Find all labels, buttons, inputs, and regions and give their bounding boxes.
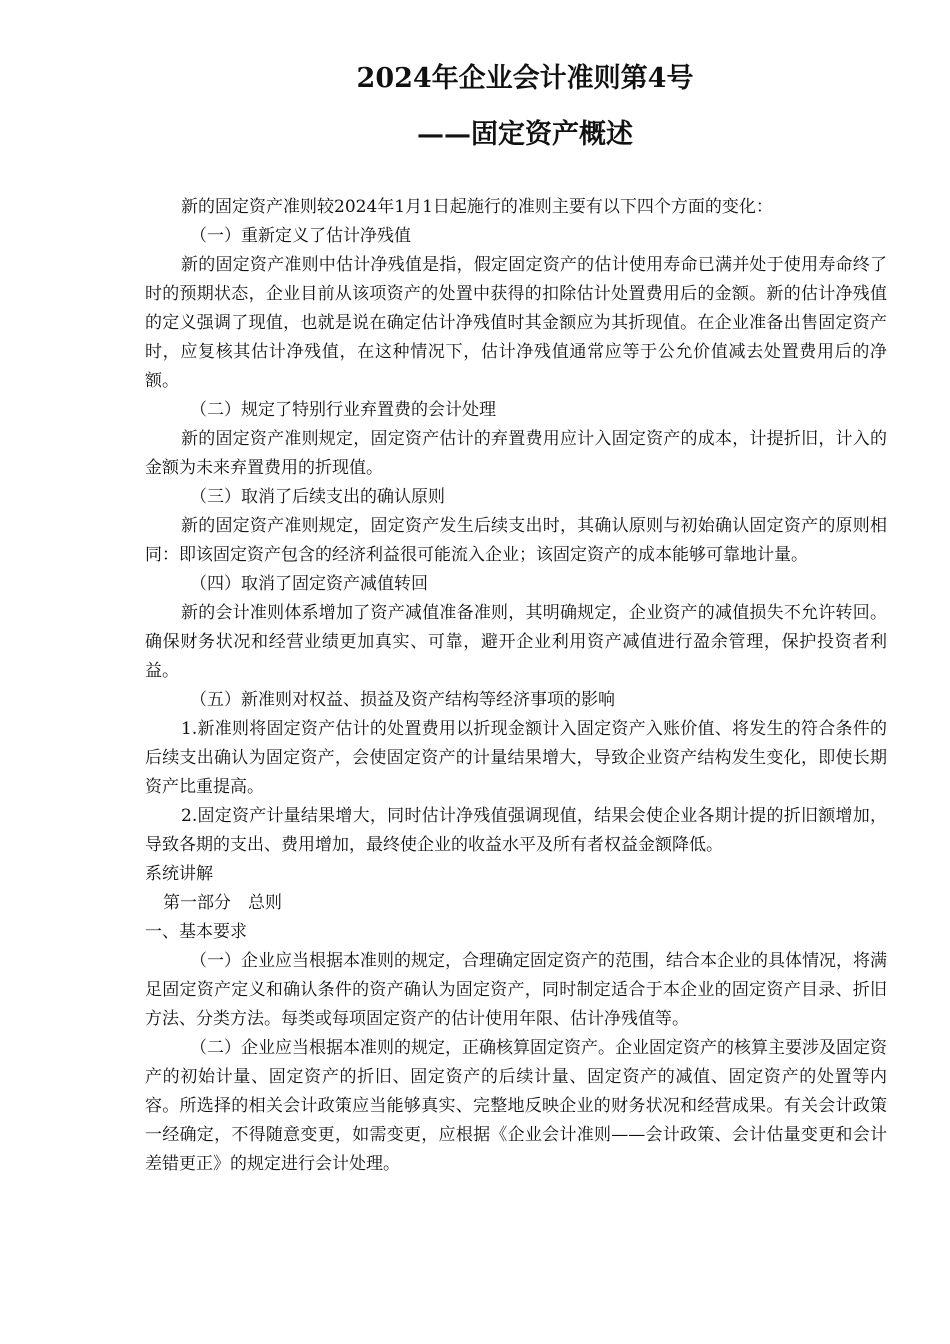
paragraph: 2.固定资产计量结果增大，同时估计净残值强调现值，结果会使企业各期计提的折旧额增加，导致各期的支出、费用增加，最终使企业的收益水平及所有者权益金额降低。	[145, 806, 887, 855]
paragraph: （五）新准则对权益、损益及资产结构等经济事项的影响	[190, 690, 615, 710]
paragraph: 系统讲解	[145, 864, 213, 884]
paragraph: 新的固定资产准则规定，固定资产估计的弃置费用应计入固定资产的成本，计提折旧，计入的金额为未来弃置费用的折现值。	[145, 429, 887, 478]
paragraph: （四）取消了固定资产减值转回	[190, 574, 428, 594]
document-body	[145, 193, 887, 1179]
paragraph: 新的固定资产准则较2024年1月1日起施行的准则主要有以下四个方面的变化：	[181, 197, 773, 217]
paragraph: 一、基本要求	[145, 922, 247, 942]
document-title: 2024年企业会计准则第4号	[356, 63, 694, 94]
paragraph: （一）企业应当根据本准则的规定，合理确定固定资产的范围，结合本企业的具体情况，将满足固定资产定义和确认条件的资产确认为固定资产，同时制定适合于本企业的固定资产目录、折旧方法、分类方法。每类或每项固定资产的估计使用年限、估计净残值等。	[145, 951, 887, 1029]
paragraph: 新的固定资产准则中估计净残值是指，假定固定资产的估计使用寿命已满并处于使用寿命终了时的预期状态，企业目前从该项资产的处置中获得的扣除估计处置费用后的金额。新的估计净残值的定义强调了现值，也就是说在确定估计净残值时其金额应为其折现值。在企业准备出售固定资产时，应复核其估计净残值，在这种情况下，估计净残值通常应等于公允价值减去处置费用后的净额。	[145, 255, 887, 391]
paragraph: 1.新准则将固定资产估计的处置费用以折现金额计入固定资产入账价值、将发生的符合条件的后续支出确认为固定资产，会使固定资产的计量结果增大，导致企业资产结构发生变化，即使长期资产比重提高。	[145, 719, 887, 797]
paragraph: （二）企业应当根据本准则的规定，正确核算固定资产。企业固定资产的核算主要涉及固定资产的初始计量、固定资产的折旧、固定资产的后续计量、固定资产的减值、固定资产的处置等内容。所选择的相关会计政策应当能够真实、完整地反映企业的财务状况和经营成果。有关会计政策一经确定，不得随意变更，如需变更，应根据《企业会计准则——会计政策、会计估量变更和会计差错更正》的规定进行会计处理。	[145, 1038, 887, 1174]
document-subtitle: ——固定资产概述	[417, 119, 633, 150]
paragraph: 第一部分 总则	[163, 893, 282, 913]
paragraph: （二）规定了特别行业弃置费的会计处理	[190, 400, 496, 420]
paragraph: （一）重新定义了估计净残值	[190, 226, 411, 246]
paragraph: （三）取消了后续支出的确认原则	[190, 487, 445, 507]
paragraph: 新的会计准则体系增加了资产减值准备准则，其明确规定，企业资产的减值损失不允许转回。确保财务状况和经营业绩更加真实、可靠，避开企业利用资产减值进行盈余管理，保护投资者利益。	[145, 603, 887, 681]
paragraph: 新的固定资产准则规定，固定资产发生后续支出时，其确认原则与初始确认固定资产的原则相同：即该固定资产包含的经济利益很可能流入企业；该固定资产的成本能够可靠地计量。	[145, 516, 887, 565]
